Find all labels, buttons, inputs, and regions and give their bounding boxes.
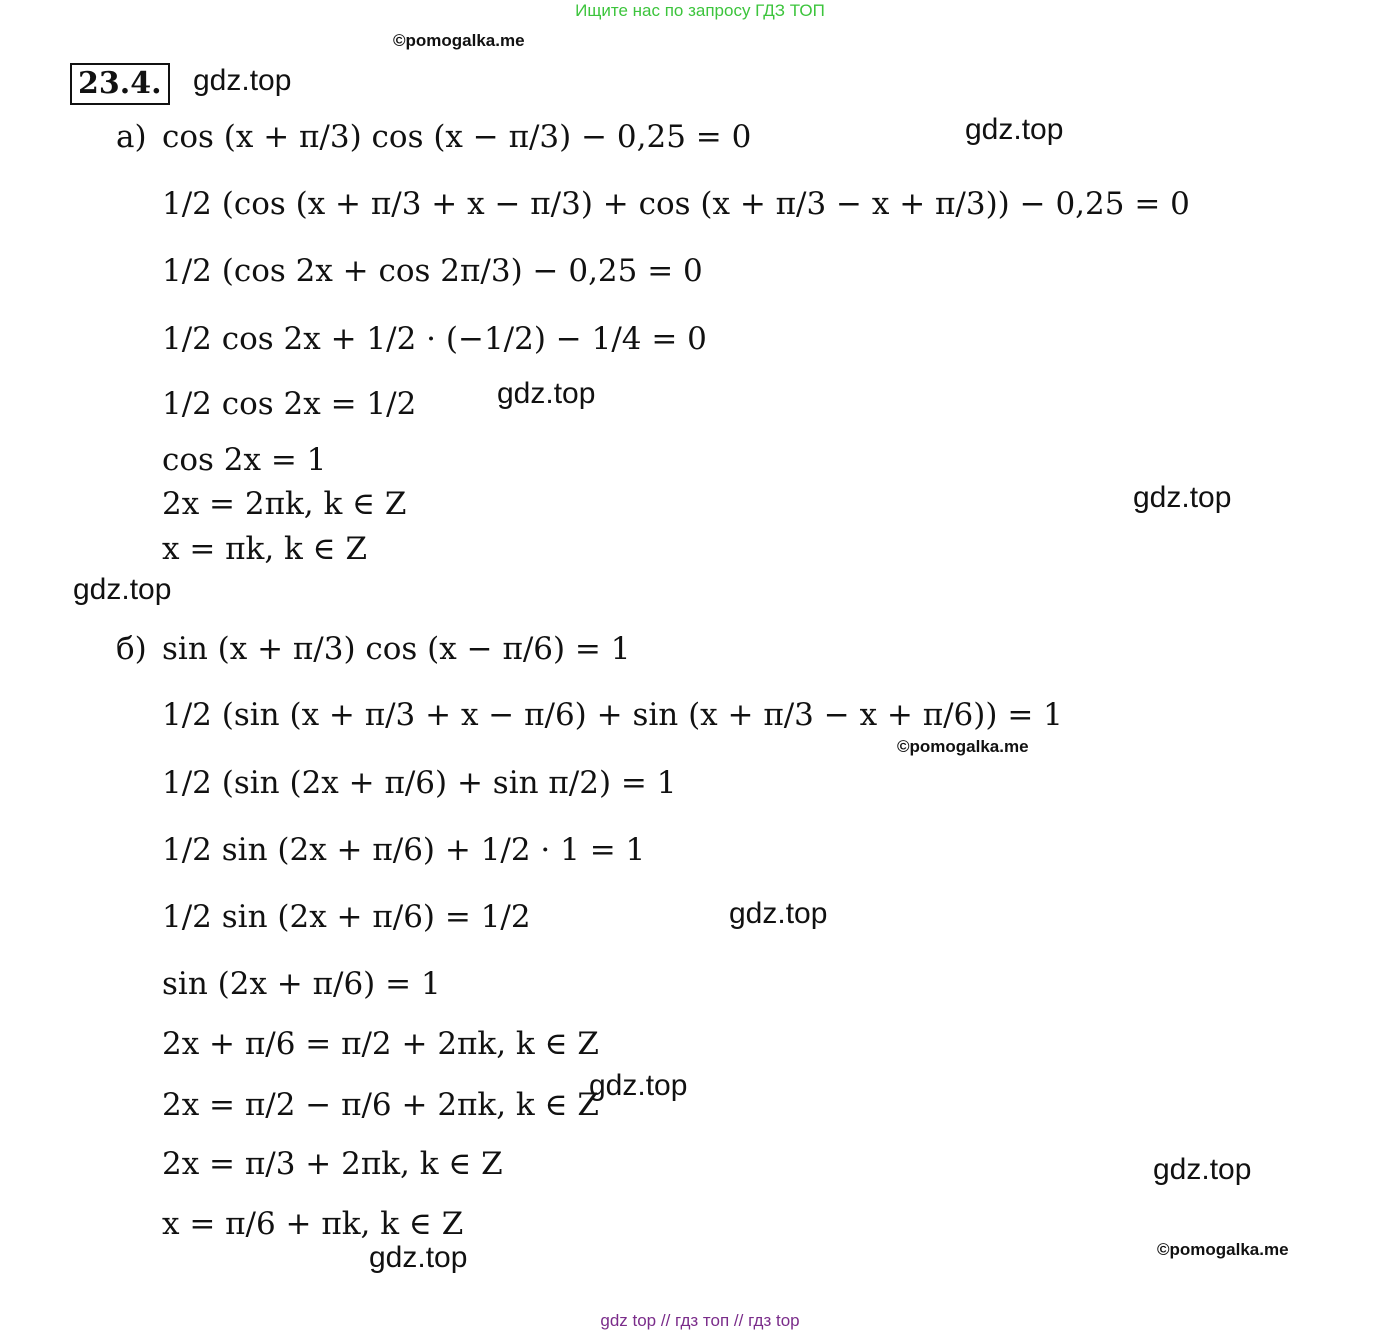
gdz-watermark: gdz.top xyxy=(1153,1153,1252,1186)
footer-link-gdz-top-ru[interactable]: гдз топ xyxy=(675,1311,730,1330)
equation-line: 2x = 2πk, k ∈ Z xyxy=(162,486,407,522)
equation-line: 2x = π/2 − π/6 + 2πk, k ∈ Z xyxy=(162,1087,599,1123)
part-a-label: а) xyxy=(116,119,147,155)
gdz-watermark: gdz.top xyxy=(965,113,1064,146)
equation-line: sin (x + π/3) cos (x − π/6) = 1 xyxy=(162,631,631,667)
part-b-label: б) xyxy=(116,631,147,667)
gdz-watermark: gdz.top xyxy=(589,1069,688,1102)
copyright-watermark: ©pomogalka.me xyxy=(1157,1240,1289,1259)
problem-number: 23.4. xyxy=(70,63,170,105)
footer-links xyxy=(0,1311,1400,1331)
footer-link-gdz-top[interactable]: gdz top xyxy=(600,1311,657,1330)
equation-line: 1/2 sin (2x + π/6) + 1/2 · 1 = 1 xyxy=(162,832,646,868)
top-search-link[interactable]: Ищите нас по запросу ГДЗ ТОП xyxy=(575,1,825,20)
footer-separator: // xyxy=(733,1311,744,1330)
equation-line: 2x + π/6 = π/2 + 2πk, k ∈ Z xyxy=(162,1026,599,1062)
equation-line: x = πk, k ∈ Z xyxy=(162,531,368,567)
gdz-watermark: gdz.top xyxy=(73,573,172,606)
equation-line: 1/2 (sin (x + π/3 + x − π/6) + sin (x + π/3 − x + π/6)) = 1 xyxy=(162,697,1063,733)
equation-line: sin (2x + π/6) = 1 xyxy=(162,966,441,1002)
equation-line: x = π/6 + πk, k ∈ Z xyxy=(162,1206,464,1242)
gdz-watermark: gdz.top xyxy=(729,897,828,930)
footer-separator: // xyxy=(660,1311,671,1330)
equation-line: 1/2 sin (2x + π/6) = 1/2 xyxy=(162,899,531,935)
equation-line: 1/2 (sin (2x + π/6) + sin π/2) = 1 xyxy=(162,765,677,801)
gdz-watermark: gdz.top xyxy=(497,377,596,410)
equation-line: cos (x + π/3) cos (x − π/3) − 0,25 = 0 xyxy=(162,119,752,155)
equation-line: cos 2x = 1 xyxy=(162,442,327,478)
equation-line: 2x = π/3 + 2πk, k ∈ Z xyxy=(162,1146,503,1182)
equation-line: 1/2 (cos 2x + cos 2π/3) − 0,25 = 0 xyxy=(162,253,703,289)
equation-line: 1/2 cos 2x = 1/2 xyxy=(162,386,417,422)
gdz-watermark: gdz.top xyxy=(193,64,292,97)
equation-line: 1/2 cos 2x + 1/2 · (−1/2) − 1/4 = 0 xyxy=(162,321,707,357)
copyright-watermark: ©pomogalka.me xyxy=(897,737,1029,756)
footer-link-gdz-top-mixed[interactable]: гдз top xyxy=(748,1311,800,1330)
equation-line: 1/2 (cos (x + π/3 + x − π/3) + cos (x + π/3 − x + π/3)) − 0,25 = 0 xyxy=(162,186,1190,222)
gdz-watermark: gdz.top xyxy=(369,1241,468,1274)
copyright-watermark: ©pomogalka.me xyxy=(393,31,525,50)
gdz-watermark: gdz.top xyxy=(1133,481,1232,514)
